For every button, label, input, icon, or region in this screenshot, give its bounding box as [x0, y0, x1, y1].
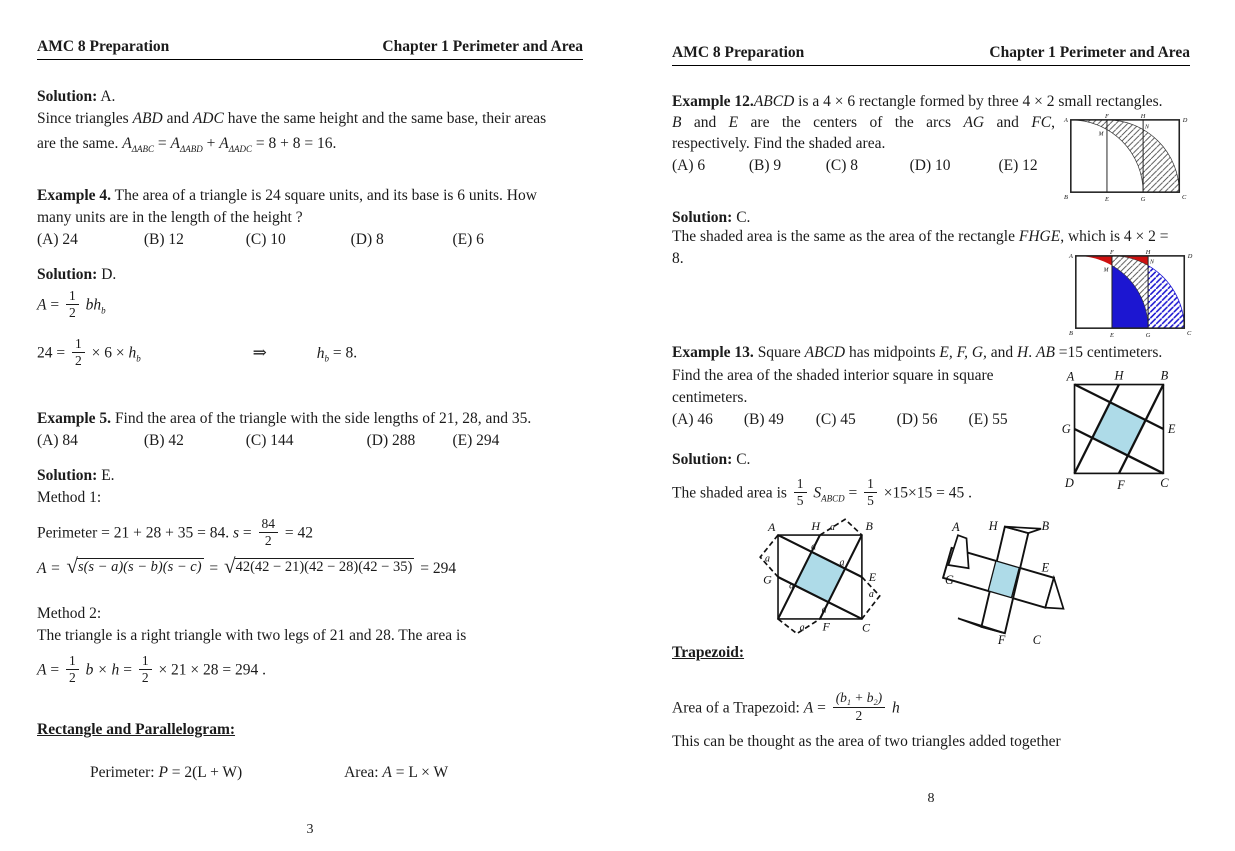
example13-options [672, 411, 1008, 429]
label-B: B [1160, 368, 1169, 383]
option-c: (C) 8 [825, 157, 859, 174]
text: respectively. Find the shaded area. [672, 135, 886, 152]
option-a: (A) 6 [672, 157, 706, 174]
formula-solve-height [37, 338, 357, 370]
math-var: h [316, 344, 325, 362]
text: , [1051, 114, 1056, 131]
text: are the centers of the arcs [738, 114, 964, 131]
math-var: ABCD [804, 344, 846, 361]
example13-line3 [672, 389, 747, 407]
numerator [833, 690, 885, 708]
math-var: bh [85, 296, 102, 314]
fraction [794, 476, 807, 508]
method2-formula [37, 655, 266, 687]
solution13 [672, 451, 750, 469]
option-a: (A) 46 [672, 411, 713, 428]
paragraph-line-math [37, 135, 336, 154]
example5-line1 [37, 410, 531, 428]
label-C: C [1032, 632, 1041, 646]
numerator: 1 [66, 288, 79, 305]
label-C: C [1187, 330, 1192, 338]
math-var: H [1017, 344, 1029, 361]
math-var: FC [1031, 114, 1052, 131]
option-d: (D) 56 [896, 411, 938, 428]
math-op: = [209, 560, 219, 577]
example12-line3 [672, 135, 885, 153]
label-M: M [1098, 131, 1104, 138]
radicand: 42(42 − 21)(42 − 28)(42 − 35) [235, 559, 413, 575]
header-title-left: AMC 8 Preparation [672, 44, 805, 61]
fraction [66, 653, 79, 685]
example4-line1 [37, 187, 537, 205]
math-rhs: = L × W [395, 764, 449, 781]
red-region-1 [1076, 256, 1112, 266]
text: . [1028, 344, 1036, 361]
option-c: (C) 45 [815, 411, 856, 428]
math-var: h [128, 344, 137, 362]
math-var: AG [963, 114, 985, 131]
label-N: N [1150, 259, 1154, 266]
math-var: S [813, 484, 822, 502]
math-var: P [158, 764, 168, 781]
example12-line2 [672, 114, 1055, 132]
text: The shaded area is [672, 484, 791, 502]
label-G: G [1145, 331, 1151, 338]
label-E: E [1110, 331, 1114, 338]
math-var: ) [877, 690, 883, 705]
shaded-interior-square [795, 552, 845, 602]
radicand: s(s − a)(s − b)(s − c) [77, 559, 202, 575]
header-title-right: Chapter 1 Perimeter and Area [382, 38, 583, 55]
option-b: (B) 42 [143, 432, 184, 449]
math-var: ABCD [753, 93, 795, 110]
label-a: a [839, 557, 845, 569]
math-var: ABD [132, 110, 163, 127]
label-H: H [988, 518, 998, 533]
math-rhs: = 8. [332, 344, 358, 362]
math-var: A [803, 699, 814, 717]
fraction [864, 476, 877, 508]
math-var: A [382, 764, 392, 781]
denominator: 2 [75, 352, 82, 368]
math-op: = [848, 484, 858, 502]
radical-sign: √ [66, 554, 78, 578]
text: and [681, 114, 729, 131]
option-d: (D) 8 [350, 231, 384, 248]
math-op: = [56, 344, 66, 362]
option-e: (E) 55 [968, 411, 1008, 428]
solution-label: Solution: [37, 266, 98, 283]
label-H: H [1114, 368, 1124, 383]
label-M: M [1103, 267, 1109, 274]
text: Method 2: [37, 605, 102, 622]
fraction [139, 653, 152, 685]
page-header [672, 44, 1190, 66]
solution-label: Solution: [37, 467, 98, 484]
label-a: a [789, 580, 795, 592]
text: Since triangles [37, 110, 133, 127]
numerator: 1 [794, 476, 807, 493]
fraction [259, 516, 279, 548]
shaded-interior-square [1092, 402, 1145, 455]
option-b: (B) 9 [748, 157, 782, 174]
solution-label: Solution: [672, 451, 733, 468]
option-d: (D) 10 [909, 157, 951, 174]
dashed-flap-top [820, 519, 862, 535]
label-N: N [1145, 124, 1149, 131]
math-op: = [242, 524, 252, 542]
text: have the same height and the same base, their areas [223, 110, 547, 127]
label-G: G [1062, 422, 1071, 437]
math-rhs: ×15×15 = 45 [883, 484, 965, 502]
math-var: A [37, 661, 47, 679]
math-rhs: × 21 × 28 = 294 [158, 661, 259, 679]
fraction [833, 690, 885, 724]
example-label: Example 12. [672, 93, 754, 110]
label-B: B [1063, 194, 1068, 202]
numerator: 84 [259, 516, 279, 533]
text: Method 1: [37, 489, 102, 506]
math-op: = [50, 296, 60, 314]
text: centimeters. [672, 389, 748, 406]
option-a: (A) 84 [37, 432, 78, 449]
heading-text: Rectangle and Parallelogram: [37, 721, 236, 738]
text: Find the area of the triangle with the side lengths of 21, 28, and 35. [111, 410, 532, 427]
math-op: = [123, 661, 132, 679]
label-F: F [822, 619, 830, 634]
text: Perimeter = 21 + 28 + 35 = 84. [37, 524, 233, 542]
math-rhs: = 8 + 8 = 16 [255, 135, 333, 152]
label-F: F [1110, 248, 1114, 256]
method2-text [37, 627, 466, 645]
radical-sign: √ [224, 554, 236, 578]
option-c: (C) 144 [245, 432, 294, 449]
option-a: (A) 24 [37, 231, 78, 248]
example13-line2 [672, 367, 994, 385]
example-label: Example 5. [37, 410, 112, 427]
heading-text: Trapezoid: [672, 644, 745, 661]
math-var: b × h [85, 661, 120, 679]
paragraph-line [37, 110, 546, 128]
text: has midpoints [845, 344, 940, 361]
text: , which is 4 × 2 = [1060, 228, 1169, 245]
label-A: A [952, 519, 960, 534]
example12-line1 [672, 93, 1163, 111]
figure-example12-hatched [1063, 112, 1190, 202]
example12-options [672, 157, 1038, 175]
label-H: H [1145, 248, 1151, 256]
option-d: (D) 288 [366, 432, 416, 449]
trapezoid-formula [672, 692, 900, 726]
trapezoid-heading [672, 644, 744, 662]
label-B: B [1041, 518, 1050, 533]
math-sub: ABCD [821, 493, 845, 504]
math-op: = [50, 661, 60, 679]
heron-formula [37, 554, 457, 578]
example4-line2 [37, 209, 303, 227]
example13-line1 [672, 344, 1162, 362]
implies-arrow: ⇒ [252, 342, 267, 362]
label-A: A [768, 519, 776, 534]
trapezoid-note [672, 733, 1061, 751]
sqrt [224, 554, 414, 578]
option-b: (B) 12 [143, 231, 184, 248]
option-e: (E) 294 [452, 432, 500, 449]
denominator: 2 [264, 532, 272, 548]
label-B: B [1068, 330, 1073, 338]
math-var: A [219, 135, 229, 152]
math-num: 24 [37, 344, 53, 362]
solution-answer: C. [736, 209, 751, 226]
solution-label: Solution: [37, 88, 98, 105]
math-var: A = [37, 560, 61, 577]
math-var: B [672, 114, 682, 131]
solution13-formula [672, 478, 972, 510]
solution-e [37, 467, 115, 485]
solution-answer: E. [101, 467, 115, 484]
text: . [262, 661, 267, 679]
text: The shaded area is the same as the area of the rectangle [672, 228, 1019, 245]
figure-example12-colored [1068, 248, 1195, 338]
text: The triangle is a right triangle with two legs of 21 and 28. The area is [37, 627, 467, 644]
math-sub: b [136, 353, 141, 364]
label-E: E [1167, 422, 1176, 437]
label-G: G [945, 573, 954, 588]
text: Square [753, 344, 805, 361]
text: and [984, 114, 1032, 131]
page-right [672, 0, 1193, 851]
math-sub: b [101, 305, 106, 316]
text: is a 4 × 6 rectangle formed by three 4 × 2 small rectangles. [794, 93, 1163, 110]
label-C: C [1182, 194, 1187, 202]
math-sub: b [324, 353, 329, 364]
option-b: (B) 49 [743, 411, 784, 428]
method2-label [37, 605, 101, 623]
page-number: 3 [306, 822, 314, 837]
math-op: = [817, 699, 826, 717]
text: Find the area of the shaded interior square in square [672, 367, 994, 384]
text: 8. [672, 250, 684, 267]
page-header [37, 38, 583, 60]
text: many units are in the length of the height ? [37, 209, 303, 226]
math-sub: 2 [873, 698, 878, 707]
option-e: (E) 12 [998, 157, 1038, 174]
math-var: A [170, 135, 180, 152]
label-D: D [1187, 252, 1193, 260]
math-var: E, F, G, [939, 344, 987, 361]
solution12-text2 [672, 250, 684, 268]
solution-answer: A. [100, 88, 116, 105]
denominator: 5 [867, 492, 874, 508]
label-A: A [1066, 369, 1075, 384]
label-a: a [811, 541, 817, 553]
numerator: 1 [72, 336, 85, 353]
example-label: Example 4. [37, 187, 112, 204]
page-number: 8 [927, 791, 935, 806]
label-C: C [862, 620, 871, 635]
label-F: F [997, 632, 1006, 646]
figure-dissection-dashed [757, 512, 885, 642]
denominator: 2 [68, 304, 76, 320]
math-var: + b [850, 690, 874, 705]
perimeter-line [37, 518, 313, 550]
denominator: 2 [855, 708, 863, 724]
math-op: + [206, 135, 216, 152]
fraction [66, 288, 79, 320]
math-sub: ΔABC [131, 144, 154, 154]
rectangle-parallelogram-heading [37, 721, 235, 739]
math-var: A [37, 296, 47, 314]
figure-example13-square [1062, 368, 1178, 492]
shaded-region [1071, 120, 1179, 192]
method1-label [37, 489, 101, 507]
label-a: a [830, 521, 836, 533]
math-rhs: = 42 [284, 524, 314, 542]
sqrt [66, 554, 203, 578]
solution-answer: C. [736, 451, 751, 468]
label-G: G [763, 572, 772, 587]
header-title-left: AMC 8 Preparation [37, 38, 170, 55]
math-var: A [122, 135, 132, 152]
label-a: a [765, 553, 771, 565]
math-op: = [157, 135, 167, 152]
math-rhs: = 2(L + W) [171, 764, 243, 781]
math-var: h [891, 699, 900, 717]
perimeter-label: Perimeter: [90, 764, 155, 781]
label-H: H [1140, 112, 1146, 120]
label-D: D [1182, 116, 1188, 124]
math-var: FHGE [1018, 228, 1061, 245]
solution-d [37, 266, 116, 284]
math-rhs: = 294 [420, 560, 457, 577]
label-a: a [799, 622, 805, 634]
solution-a [37, 88, 115, 106]
text: . [968, 484, 973, 502]
example5-options [37, 432, 499, 450]
text: and [986, 344, 1018, 361]
formula-area-triangle [37, 290, 106, 322]
text: This can be thought as the area of two triangles added together [672, 733, 1061, 750]
math-var: ADC [192, 110, 224, 127]
option-e: (E) 6 [452, 231, 484, 248]
numerator: 1 [66, 653, 79, 670]
denominator: 5 [796, 492, 804, 508]
label-C: C [1160, 475, 1169, 490]
label-E: E [868, 570, 877, 585]
math-var: E [728, 114, 739, 131]
solution12 [672, 209, 750, 227]
numerator: 1 [139, 653, 152, 670]
text: are the same. [37, 135, 123, 152]
label-H: H [811, 518, 821, 533]
text: The area of a triangle is 24 square units, and its base is 6 units. How [111, 187, 537, 204]
fraction [72, 336, 85, 368]
solution-label: Solution: [672, 209, 733, 226]
denominator: 2 [68, 669, 76, 685]
label-a: a [868, 588, 874, 600]
math-var: s [232, 524, 240, 542]
label-F: F [1105, 112, 1109, 120]
text: and [162, 110, 193, 127]
math-sub: 1 [846, 698, 851, 707]
solution12-text [672, 228, 1169, 246]
text: =15 centimeters. [1054, 344, 1163, 361]
page-left [37, 0, 583, 851]
text: . [332, 135, 337, 152]
math-sub: ΔABD [179, 144, 203, 154]
label-E: E [1041, 560, 1050, 575]
label-E: E [1105, 195, 1109, 202]
option-c: (C) 10 [245, 231, 286, 248]
header-title-right: Chapter 1 Perimeter and Area [989, 44, 1190, 61]
label-D: D [1064, 475, 1074, 490]
rect-formulas [37, 764, 448, 782]
figure-dissection-pinwheel [942, 516, 1072, 646]
label-a: a [821, 604, 827, 616]
blue-hatched-region [1148, 266, 1184, 329]
label-F: F [1117, 477, 1125, 492]
math-sub: ΔADC [228, 144, 252, 154]
area-label: Area: [344, 764, 379, 781]
solution-answer: D. [101, 266, 117, 283]
label-B: B [865, 518, 873, 533]
math-var: (b [835, 690, 847, 705]
text: Area of a Trapezoid: [672, 699, 804, 717]
example4-options [37, 231, 484, 249]
label-A: A [1063, 116, 1068, 124]
math-var: AB [1035, 344, 1055, 361]
label-A: A [1068, 252, 1073, 260]
numerator: 1 [864, 476, 877, 493]
denominator: 2 [141, 669, 149, 685]
example-label: Example 13. [672, 344, 754, 361]
math-op: × 6 × [91, 344, 125, 362]
label-G: G [1140, 195, 1146, 202]
